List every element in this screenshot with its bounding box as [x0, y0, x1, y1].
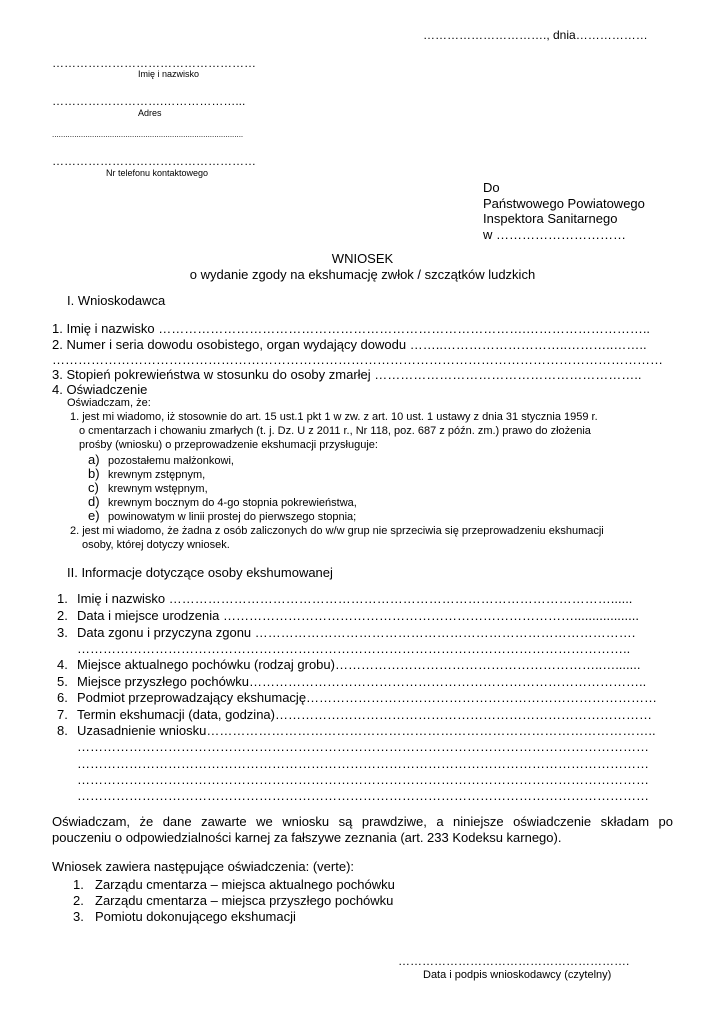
section1-heading: I. Wnioskodawca [67, 293, 166, 308]
section2-heading: II. Informacje dotyczące osoby ekshumowanej [67, 565, 333, 580]
document-subtitle: o wydanie zgody na ekshumację zwłok / szczątków ludzkich [189, 267, 536, 282]
item-text[interactable]: Podmiot przeprowadzający ekshumację……………………………………………………………………… [77, 690, 658, 705]
justification-line[interactable]: …………………………………………………………………………………………………………………… [77, 772, 649, 787]
signature-label: Data i podpis wnioskodawcy (czytelny) [423, 969, 612, 981]
option-text: pozostałemu małżonkowi, [108, 455, 234, 467]
recipient-line[interactable]: w ………………………… [483, 226, 626, 242]
place-date-line[interactable]: …………………………., dnia……………… [423, 28, 648, 42]
item-text[interactable]: Miejsce aktualnego pochówku (rodzaj grobu)……………………………………………………..…....... [77, 657, 641, 672]
item-text[interactable]: Data zgonu i przyczyna zgonu ……………………………………………………………………………. [77, 625, 636, 640]
name-line[interactable]: …………………………………………… [52, 56, 256, 70]
item-text[interactable]: ……………………………………………………………………………………………………………….. [77, 641, 631, 656]
statement-2-line: 2. jest mi wiadomo, że żadna z osób zaliczonych do w/w grup nie sprzeciwia się przeprowadzeniu ekshumacji [70, 525, 604, 537]
attachment-text: Zarządu cmentarza – miejsca przyszłego pochówku [95, 893, 394, 908]
declare-intro: Oświadczam, że: [67, 397, 151, 409]
statement-1-line: prośby (wniosku) o przeprowadzenie ekshumacji przysługuje: [79, 439, 378, 451]
item-number: 4. [57, 657, 68, 672]
justification-line[interactable]: …………………………………………………………………………………………………………………… [77, 756, 649, 771]
item-text[interactable]: Termin ekshumacji (data, godzina)…………………………………………………………………………… [77, 707, 652, 722]
address-label: Adres [138, 108, 162, 118]
attachment-number: 2. [73, 893, 84, 908]
item-number: 3. [57, 625, 68, 640]
address-line-2[interactable]: ...................................................................................... [52, 130, 244, 139]
recipient-line: Do [483, 180, 500, 195]
item-number: 1. [57, 591, 68, 606]
option-text: krewnym wstępnym, [108, 483, 208, 495]
declaration-text: Oświadczam, że dane zawarte we wniosku są prawdziwe, a niniejsze oświadczenie składam po [52, 814, 673, 829]
id-document-field[interactable]: 2. Numer i seria dowodu osobistego, organ wydający dowodu ……..………………………..………..…….. [52, 337, 647, 352]
item-number: 6. [57, 690, 68, 705]
option-letter: d) [88, 494, 100, 509]
option-letter: b) [88, 466, 100, 481]
item-number: 5. [57, 674, 68, 689]
signature-line[interactable]: …………………………………………………. [398, 954, 630, 968]
recipient-block [483, 180, 645, 242]
declaration-heading: 4. Oświadczenie [52, 382, 148, 397]
statement-1-line: o cmentarzach i chowaniu zmarłych (t. j. Dz. U z 2011 r., Nr 118, poz. 687 z późn. zm.) prawo do złożenia [79, 425, 591, 437]
justification-line[interactable]: …………………………………………………………………………………………………………………… [77, 739, 649, 754]
option-letter: a) [88, 452, 100, 467]
attachments-heading: Wniosek zawiera następujące oświadczenia: (verte): [52, 859, 355, 874]
item-number: 8. [57, 723, 68, 738]
kinship-field[interactable]: 3. Stopień pokrewieństwa w stosunku do osoby zmarłej …………………………………………………….. [52, 367, 642, 382]
attachment-number: 1. [73, 877, 84, 892]
deceased-field[interactable] [57, 689, 657, 707]
attachment-number: 3. [73, 909, 84, 924]
phone-line[interactable]: …………………………………………… [52, 154, 256, 168]
option-text: powinowatym w linii prostej do pierwszego stopnia; [108, 511, 357, 523]
attachment-text: Pomiotu dokonującego ekshumacji [95, 909, 296, 924]
recipient-line: Inspektora Sanitarnego [483, 211, 618, 226]
justification-line[interactable]: …………………………………………………………………………………………………………………… [77, 788, 649, 803]
statement-2-line: osoby, której dotyczy wniosek. [82, 539, 230, 551]
option-text: krewnym bocznym do 4-go stopnia pokrewieństwa, [108, 497, 357, 509]
deceased-field[interactable] [57, 607, 639, 625]
recipient-line: Państwowego Powiatowego [483, 195, 645, 211]
address-line[interactable]: ……………………….………………... [52, 94, 246, 108]
option-letter: e) [88, 508, 100, 523]
document-title: WNIOSEK [331, 251, 394, 266]
option-letter: c) [88, 480, 99, 495]
item-text[interactable]: Data i miejsce urodzenia ……………………………………………………………………….................. [77, 608, 639, 623]
option-text: krewnym zstępnym, [108, 469, 206, 481]
phone-label: Nr telefonu kontaktowego [106, 168, 209, 178]
attachment-text: Zarządu cmentarza – miejsca aktualnego pochówku [95, 877, 395, 892]
item-number: 2. [57, 608, 68, 623]
item-number: 7. [57, 707, 68, 722]
deceased-field[interactable] [57, 722, 656, 740]
name-label: Imię i nazwisko [138, 69, 200, 79]
statement-1-line: 1. jest mi wiadomo, iż stosownie do art. 15 ust.1 pkt 1 w zw. z art. 10 ust. 1 ustawy z dnia 31 stycznia 1959 r. [70, 411, 598, 423]
item-text[interactable]: Uzasadnienie wniosku………………………………………………………………………………………….. [77, 723, 656, 738]
attachment-item [73, 908, 296, 926]
id-document-field-cont[interactable]: …………………………………………………………………………………………………………………………… [52, 352, 663, 367]
option-item [88, 507, 356, 525]
declaration-text: pouczeniu o odpowiedzialności karnej za fałszywe zeznania (art. 233 Kodeksu karnego). [52, 830, 562, 845]
item-text[interactable]: Miejsce przyszłego pochówku……………………………………………………………………………….. [77, 674, 647, 689]
deceased-field[interactable] [57, 656, 640, 674]
applicant-name-field[interactable]: 1. Imię i nazwisko ………………………………………………………………………….……………………….. [52, 321, 651, 336]
item-text[interactable]: Imię i nazwisko …………………………………………………………………………………………...... [77, 591, 633, 606]
deceased-field[interactable] [57, 590, 632, 608]
